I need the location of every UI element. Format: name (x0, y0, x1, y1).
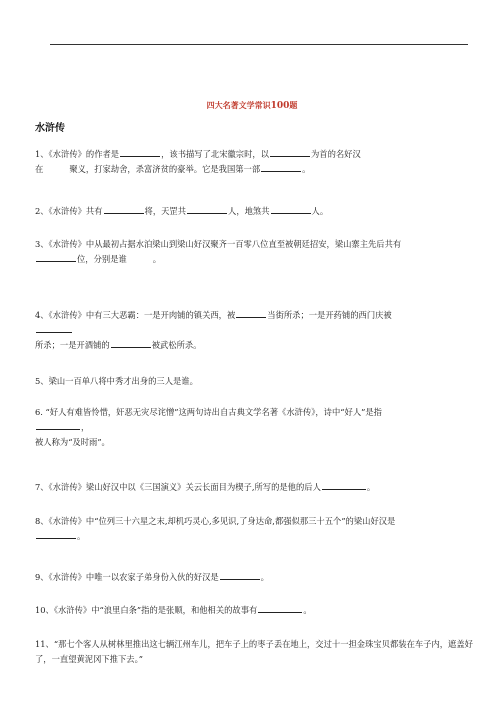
answer-blank[interactable] (271, 204, 311, 214)
q11-text-a: 11、“那七个客人从树林里推出这七辆江州车儿，把车子上的枣子丢在地上，交过十一担金珠宝贝都装在车子内，遮盖好了，一直望黄泥冈下推下去。” (35, 639, 473, 664)
answer-blank[interactable] (322, 480, 366, 490)
title-main: 四大名著文学常识 (206, 100, 271, 110)
answer-blank[interactable] (270, 147, 310, 157)
question-7 (35, 480, 475, 495)
answer-blank[interactable] (120, 147, 160, 157)
q3-text-c: 。 (152, 254, 162, 264)
q2-text-a: 2、《水浒传》共有 (35, 206, 103, 216)
q1-text-d: 在 (35, 164, 44, 174)
question-2 (35, 204, 475, 219)
header-rule (50, 44, 468, 45)
q2-text-d: 人。 (311, 206, 329, 216)
question-9 (35, 570, 475, 585)
answer-blank[interactable] (36, 420, 80, 430)
q4-text-b: 当街所杀；一是开药铺的西门庆被 (267, 310, 392, 320)
title-number: 100 (270, 101, 290, 111)
q1-text-f: 。 (302, 164, 311, 174)
q5-text-a: 5、梁山一百单八将中秀才出身的三人是谁。 (35, 376, 198, 386)
question-8 (35, 514, 475, 544)
q1-text-b: ，该书描写了北宋徽宗时，以 (161, 149, 269, 159)
q9-text-b: 。 (260, 572, 269, 582)
q1-text-e: 聚义，打家劫舍，杀富济贫的豪举。它是我国第一部 (69, 164, 261, 174)
section-heading: 水浒传 (35, 123, 65, 134)
q2-text-b: 将，天罡共 (144, 206, 187, 216)
q1-text-a: 1、《水浒传》的作者是 (35, 149, 120, 159)
q6-text-a: 6. “好人有难皆怜惜，奸恶无灾尽诧憎”这两句诗出自古典文学名著《水浒传》，诗中“好人”是指 (35, 407, 382, 417)
answer-blank[interactable] (187, 204, 227, 214)
q1-text-c: 为首的名好汉 (310, 149, 361, 159)
q6-text-b: ， (81, 422, 90, 432)
q10-text-a: 10、《水浒传》中“浪里白条”指的是张顺，和他相关的故事有 (35, 605, 258, 615)
answer-blank[interactable] (111, 338, 151, 348)
q8-text-b: 。 (77, 531, 86, 541)
q7-text-b: 。 (366, 482, 376, 492)
q8-text-a: 8、《水浒传》中“位列三十六星之末,却机巧灵心,多见识,了身达命,都强似那三十五个”的梁山好汉是 (35, 516, 396, 526)
question-1 (35, 147, 475, 177)
answer-blank[interactable] (36, 529, 76, 539)
q10-text-b: 。 (303, 605, 312, 615)
answer-blank[interactable] (258, 603, 302, 613)
question-10 (35, 603, 475, 618)
answer-blank[interactable] (104, 204, 144, 214)
answer-blank[interactable] (36, 323, 72, 333)
q4-text-c: 所杀；一是开酒铺的 (35, 340, 110, 350)
question-3 (35, 237, 475, 267)
answer-blank[interactable] (261, 162, 301, 172)
question-4 (35, 308, 475, 353)
answer-blank[interactable] (36, 252, 76, 262)
q3-text-a: 3、《水浒传》中从最初占据水泊梁山到梁山好汉聚齐一百零八位直至被朝廷招安，梁山寨主先后共有 (35, 239, 402, 249)
q6-text-c: 被人称为“及时雨”。 (35, 437, 110, 447)
question-11 (35, 637, 475, 667)
title-suffix: 题 (289, 100, 298, 110)
q7-text-a: 7、《水浒传》梁山好汉中以《三国演义》关云长面目为楔子,所写的是他的后人 (35, 482, 321, 492)
q3-text-b: 位，分别是谁 (77, 254, 127, 264)
answer-blank[interactable] (220, 570, 260, 580)
question-5 (35, 374, 475, 389)
document-title (0, 100, 504, 111)
answer-blank[interactable] (236, 308, 266, 318)
q4-text-a: 4、《水浒传》中有三大恶霸：一是开肉铺的镇关西，被 (35, 310, 236, 320)
question-6 (35, 405, 475, 450)
q9-text-a: 9、《水浒传》中唯一以农家子弟身份入伙的好汉是 (35, 572, 219, 582)
q2-text-c: 人，地煞共 (228, 206, 270, 216)
q4-text-d: 被武松所杀。 (151, 340, 202, 350)
